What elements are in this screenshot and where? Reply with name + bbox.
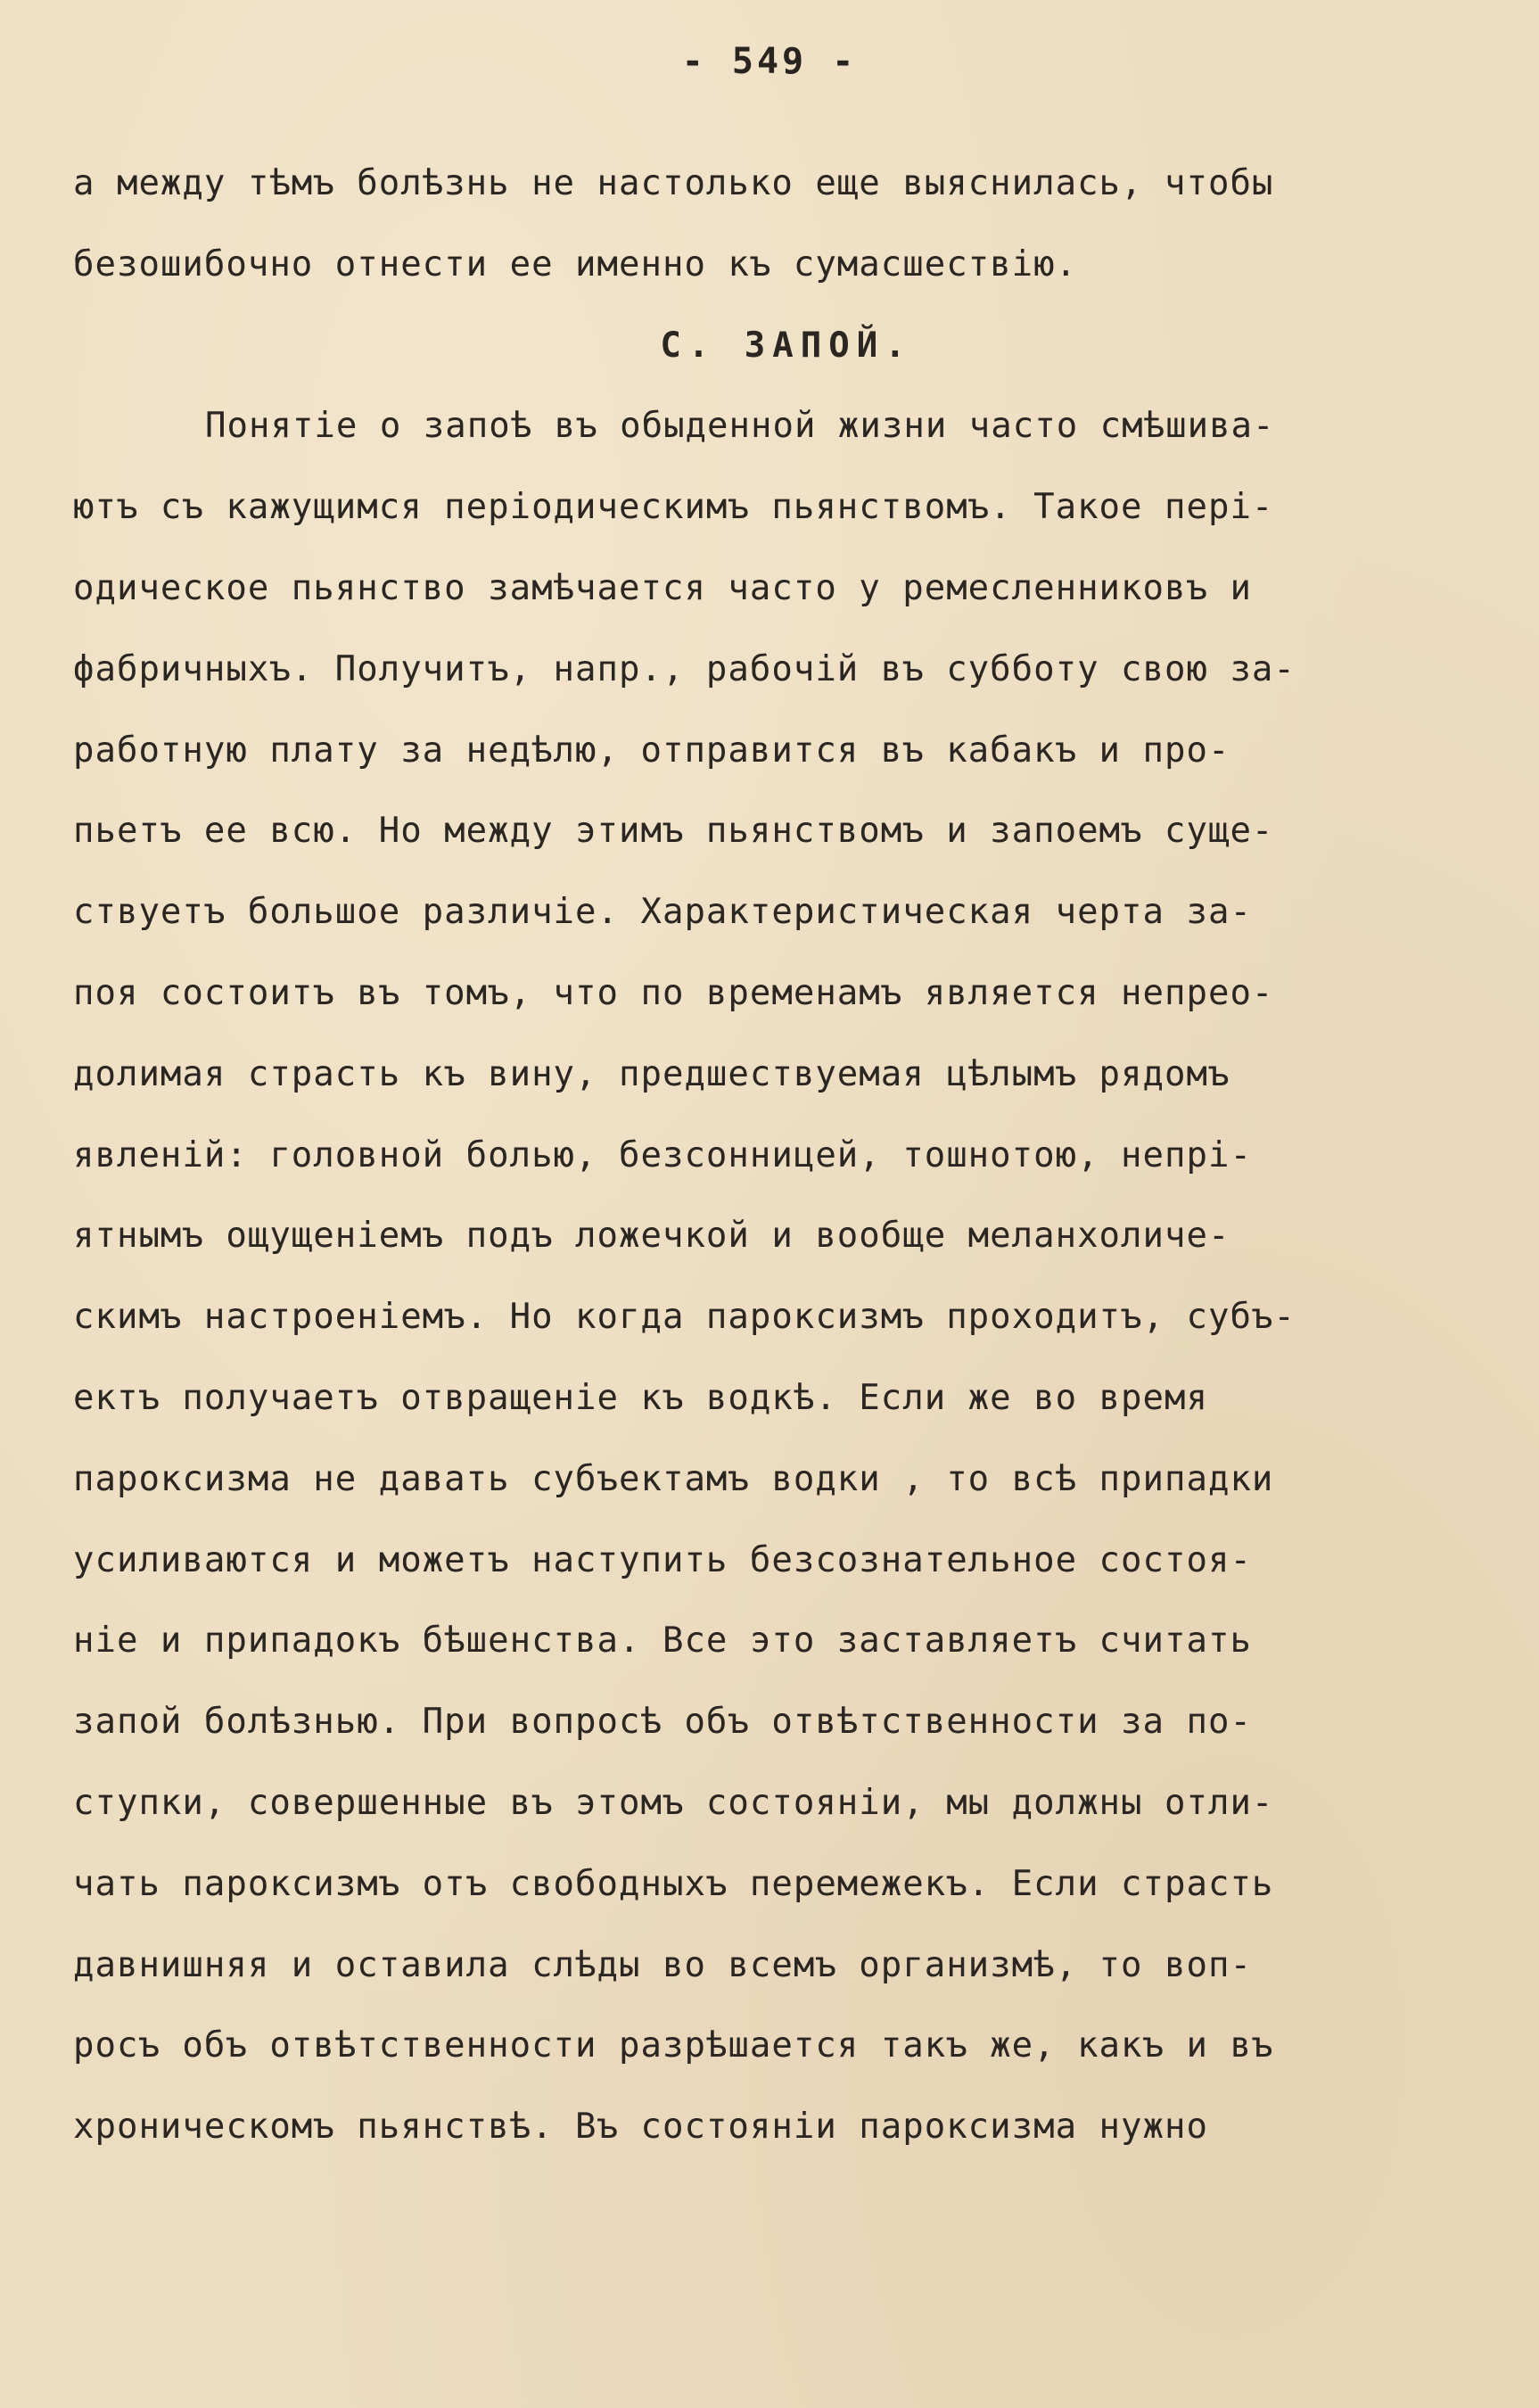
text-line: пароксизма не давать субъектамъ водки , то всѣ припадки: [73, 1458, 1274, 1499]
text-line: росъ объ отвѣтственности разрѣшается такъ же, какъ и въ: [73, 2025, 1274, 2066]
text-line: безошибочно отнести ее именно къ сумасшествію.: [73, 243, 1078, 285]
text-line: запой болѣзнью. При вопросѣ объ отвѣтственности за по-: [73, 1702, 1252, 1743]
text-line: ствуетъ большое различіе. Характеристическая черта за-: [73, 892, 1252, 933]
text-line: ятнымъ ощущеніемъ подъ ложечкой и вообще меланхоличе-: [73, 1216, 1230, 1257]
text-line: поя состоитъ въ томъ, что по временамъ является непрео-: [73, 972, 1274, 1013]
text-line: ютъ съ кажущимся періодическимъ пьянствомъ. Такое пері-: [73, 487, 1274, 528]
text-line: чать пароксизмъ отъ свободныхъ перемежекъ. Если страсть: [73, 1863, 1274, 1904]
text-line: хроническомъ пьянствѣ. Въ состояніи пароксизма нужно: [73, 2107, 1208, 2148]
text-line: долимая страсть къ вину, предшествуемая цѣлымъ рядомъ: [73, 1053, 1230, 1094]
section-heading: С. ЗАПОЙ.: [660, 325, 913, 366]
paragraph-first-line: Понятіе о запоѣ въ обыденной жизни часто смѣшива-: [205, 406, 1275, 447]
text-line: давнишняя и оставила слѣды во всемъ организмѣ, то воп-: [73, 1944, 1252, 1985]
text-line: усиливаются и можетъ наступить безсознательное состоя-: [73, 1539, 1252, 1580]
page-body: [73, 159, 1500, 2183]
text-line: явленій: головной болью, безсонницей, тошнотою, непрі-: [73, 1134, 1252, 1175]
text-line: ніе и припадокъ бѣшенства. Все это заставляетъ считать: [73, 1620, 1252, 1662]
text-line: скимъ настроеніемъ. Но когда пароксизмъ проходитъ, субъ-: [73, 1297, 1296, 1338]
text-line: работную плату за недѣлю, отправится въ кабакъ и про-: [73, 730, 1230, 771]
page-number: - 549 -: [681, 41, 858, 82]
text-line: ступки, совершенные въ этомъ состояніи, мы должны отли-: [73, 1782, 1274, 1823]
text-line: фабричныхъ. Получитъ, напр., рабочій въ субботу свою за-: [73, 648, 1296, 689]
text-line: одическое пьянство замѣчается часто у ремесленниковъ и: [73, 567, 1252, 608]
text-line: пьетъ ее всю. Но между этимъ пьянствомъ и запоемъ суще-: [73, 811, 1274, 852]
text-line: ектъ получаетъ отвращеніе къ водкѣ. Если же во время: [73, 1377, 1208, 1418]
text-line: а между тѣмъ болѣзнь не настолько еще выяснилась, чтобы: [73, 163, 1274, 203]
